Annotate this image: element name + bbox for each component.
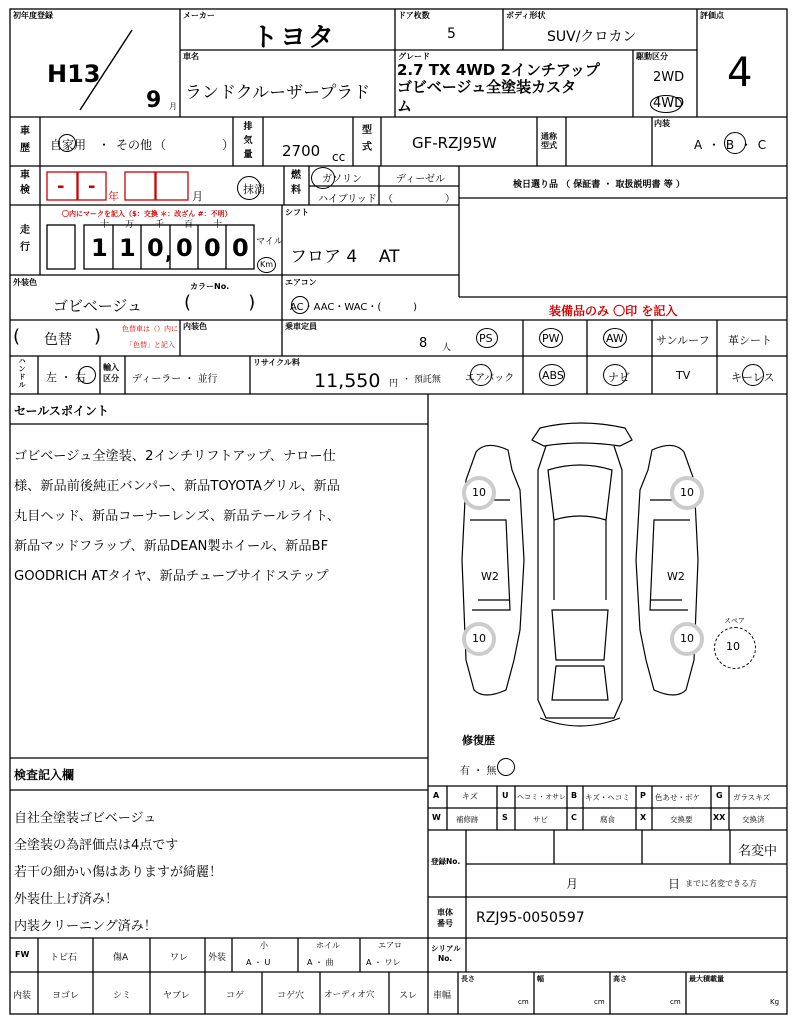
- sales-line-2: 様、新品前後純正バンパー、新品TOYOTAグリル、新品: [14, 479, 340, 494]
- sales-line-3: 丸目ヘッド、新品コーナーレンズ、新品テールライト、: [14, 509, 341, 524]
- recycle-label: リサイクル料: [253, 358, 300, 367]
- equip-ps: PS: [479, 332, 493, 345]
- drive-4wd-circle: [650, 95, 685, 113]
- mileage-unit-3: 千: [155, 220, 165, 230]
- equip-pw: PW: [542, 332, 560, 345]
- equip-pw-circle: [539, 328, 563, 348]
- history-private: 自家用: [50, 138, 87, 152]
- equip-aw-circle: [603, 328, 627, 348]
- mileage-km-unit: Km: [260, 260, 274, 269]
- tire-rear-left: 10: [462, 622, 496, 656]
- legend-xx: XX: [713, 813, 726, 822]
- legend-a: A: [433, 791, 440, 800]
- notes-line-5: 内装クリーニング済み！: [14, 919, 157, 934]
- cert-label: 通称 型式: [541, 132, 557, 150]
- sales-title: セールスポイント: [14, 404, 109, 418]
- mileage-note: 〇内にマークを記入（$：交換 ＊：改ざん #：不明）: [62, 210, 232, 218]
- aero-options: A ・ ワレ: [366, 958, 401, 967]
- trim-line-1: 2.7 TX 4WD 2インチアップ: [397, 61, 600, 79]
- weight-unit: Kg: [770, 998, 780, 1006]
- inner-stain: シミ: [113, 991, 132, 1001]
- shift-label: シフト: [285, 208, 309, 217]
- legend-u-text: ヘコミ・オサレ: [517, 793, 566, 801]
- fuel-other-open: （: [383, 194, 393, 205]
- mileage-mile-unit: マイル: [256, 237, 283, 247]
- mileage-digit-6: 0: [232, 234, 249, 262]
- interior-grade-circle: [724, 132, 746, 154]
- tire-front-right: 10: [670, 476, 704, 510]
- weight-label: 最大積載量: [689, 975, 724, 983]
- fuel-diesel: ディーゼル: [396, 174, 445, 185]
- legend-x-text: 交換要: [670, 815, 693, 824]
- mileage-digit-2: 1: [119, 234, 136, 262]
- grade-value: 4: [727, 50, 753, 96]
- mileage-unit-5: 十: [213, 220, 223, 230]
- history-paren-close: ）: [222, 138, 235, 152]
- inspection-none-circle: [237, 176, 261, 200]
- legend-a-text: キズ: [462, 792, 478, 801]
- legend-s-text: サビ: [533, 815, 548, 824]
- repaint-value: 色替: [44, 332, 72, 348]
- equip-ps-circle: [476, 328, 498, 348]
- interior-grade: A ・ B ・ C: [694, 138, 767, 152]
- legend-g: G: [716, 791, 723, 800]
- first-registration-month: 9: [146, 88, 162, 113]
- sales-line-4: 新品マッドフラップ、新品DEAN製ホイール、新品BF: [14, 539, 329, 554]
- colorno-paren: ( ): [184, 292, 256, 313]
- legend-b: B: [571, 791, 578, 800]
- mileage-comma: ,: [165, 240, 173, 264]
- recycle-unit: 円: [389, 379, 399, 389]
- notes-line-3: 若干の細かい傷はありますが綺麗！: [14, 865, 223, 880]
- equip-navi-circle: [603, 364, 627, 386]
- equip-keyless-circle: [742, 364, 764, 386]
- fuel-label: 燃 料: [291, 170, 301, 196]
- inspection-none: 抹消: [243, 183, 265, 196]
- carname-value: ランドクルーザープラド: [185, 83, 371, 103]
- dims-label: 車幅: [433, 991, 452, 1001]
- legend-p: P: [640, 791, 646, 800]
- drive-label: 駆動区分: [636, 52, 668, 61]
- fuel-gasoline-circle: [311, 167, 335, 189]
- repair-none-circle: [497, 758, 515, 776]
- history-other: その他: [116, 138, 153, 152]
- first-registration-year: H13: [47, 60, 101, 88]
- colorno-label: カラーNo.: [190, 282, 230, 291]
- outer-scratch: 傷A: [113, 953, 129, 963]
- aircon-value: AC・AAC・WAC・( ): [290, 302, 417, 313]
- exterior-color-label: 外装色: [13, 278, 37, 287]
- equip-navi: ナビ: [608, 371, 630, 384]
- legend-xx-text: 交換済: [742, 815, 765, 824]
- wheel-label: ホイル: [316, 941, 340, 950]
- repair-options: 有 ・ 無: [460, 766, 497, 777]
- length-label: 長さ: [461, 975, 475, 983]
- mileage-label: 走 行: [20, 225, 30, 253]
- notes-title: 検査記入欄: [14, 768, 75, 782]
- exterior-color-value: ゴビベージュ: [53, 297, 143, 315]
- name-change: 名変中: [738, 844, 778, 859]
- repair-label: 修復歴: [462, 734, 495, 747]
- mileage-digit-5: 0: [204, 234, 221, 262]
- legend-c: C: [571, 813, 577, 822]
- equipment-title: 装備品のみ 〇印 を記入: [549, 304, 678, 318]
- legend-b-text: キズ・ヘコミ: [585, 793, 630, 802]
- handle-right-circle: [78, 366, 96, 384]
- capacity-value: 8: [419, 336, 428, 351]
- history-dot: ・: [98, 138, 111, 152]
- fuel-hybrid: ハイブリッド: [318, 194, 377, 205]
- import-value: ディーラー ・ 並行: [132, 374, 218, 385]
- notes-line-1: 自社全塗装ゴビベージュ: [14, 811, 157, 826]
- interior-row-label: 内装: [13, 991, 32, 1001]
- outer-stone: トビ石: [50, 953, 78, 963]
- legend-p-text: 色あせ・ボケ: [655, 793, 700, 802]
- vin-value: RZJ95-0050597: [476, 910, 585, 926]
- registration-deadline: までに名変できる方: [685, 879, 757, 888]
- outer-crack: ワレ: [170, 953, 189, 963]
- trim-line-2: ゴビベージュ全塗装カスタ: [397, 78, 577, 96]
- repaint-note-1: 色替車は（）内に: [122, 325, 178, 333]
- equip-sunroof: サンルーフ: [656, 334, 710, 347]
- displacement-unit: cc: [332, 150, 346, 164]
- width-unit: cm: [594, 998, 605, 1006]
- inner-dirt: ヨゴレ: [52, 991, 80, 1001]
- legend-g-text: ガラスキズ: [733, 793, 771, 802]
- notes-line-4: 外装仕上げ済み！: [14, 892, 119, 907]
- doors-value: 5: [447, 26, 456, 42]
- inspection-year-unit: 年: [108, 190, 119, 203]
- spare-value: 10: [726, 640, 740, 653]
- height-label: 高さ: [613, 975, 627, 983]
- fw-label: FW: [15, 950, 30, 959]
- month-unit: 月: [169, 102, 177, 111]
- import-label: 輸入 区分: [103, 363, 119, 383]
- mileage-unit-4: 百: [184, 220, 194, 230]
- inner-audio-hole: オーディオ穴: [324, 990, 375, 1000]
- recycle-deposit: ・ 預託無: [402, 375, 441, 385]
- registration-month: 月: [566, 877, 579, 891]
- interior-label: 内装: [654, 119, 670, 128]
- equip-abs-circle: [539, 364, 565, 386]
- aircon-ac-circle: [291, 296, 309, 314]
- exterior-label: 外装: [208, 953, 227, 963]
- legend-w: W: [432, 813, 441, 822]
- width-label: 幅: [537, 975, 544, 983]
- inspection-month-unit: 月: [192, 190, 203, 203]
- body-label: ボディ形状: [506, 11, 546, 20]
- trim-line-3: ム: [397, 97, 413, 115]
- vin-label: 車体 番号: [437, 908, 453, 928]
- capacity-unit: 人: [442, 343, 452, 353]
- first-registration-label: 初年度登録: [13, 11, 53, 20]
- drive-2wd: 2WD: [653, 70, 685, 85]
- maker-value: トヨタ: [252, 23, 337, 53]
- sales-line-1: ゴビベージュ全塗装、2インチリフトアップ、ナロー仕: [14, 449, 336, 464]
- equip-tv: TV: [676, 369, 691, 382]
- inner-wear: スレ: [399, 991, 418, 1001]
- mileage-km-circle: [257, 257, 276, 273]
- handle-value: 左 ・ 右: [46, 371, 86, 384]
- model-label: 型 式: [362, 125, 372, 153]
- doors-label: ドア枚数: [398, 11, 430, 20]
- shift-value: フロア 4 AT: [290, 247, 400, 267]
- inspection-label: 車 検: [20, 170, 30, 196]
- inner-tear: ヤブレ: [163, 991, 190, 1001]
- displacement-label: 排 気 量: [243, 122, 253, 160]
- legend-u: U: [502, 791, 509, 800]
- wheel-options: A ・ 曲: [307, 958, 334, 967]
- equip-keyless: キーレス: [731, 371, 775, 384]
- inner-burn-hole: コゲ穴: [277, 991, 305, 1001]
- legend-s: S: [502, 813, 508, 822]
- inspection-dash-2: -: [88, 176, 96, 197]
- fuel-other-close: ）: [445, 194, 455, 205]
- drive-4wd: 4WD: [653, 96, 685, 111]
- height-unit: cm: [670, 998, 681, 1006]
- maker-label: メーカー: [183, 11, 215, 20]
- history-private-circle: [58, 134, 76, 152]
- equip-leather: 革シート: [728, 334, 772, 347]
- mileage-unit-2: 万: [125, 220, 135, 230]
- aero-label: エアロ: [378, 941, 402, 950]
- equip-airbag: エアバック: [465, 373, 515, 384]
- inner-burn: コゲ: [226, 991, 245, 1001]
- inspection-dash-1: -: [57, 176, 65, 197]
- serial-label: シリアル No.: [431, 944, 461, 963]
- interior-color-label: 内装色: [183, 322, 207, 331]
- equip-airbag-circle: [470, 364, 492, 386]
- mileage-digit-4: 0: [176, 234, 193, 262]
- tire-rear-right: 10: [670, 622, 704, 656]
- registration-label: 登録No.: [431, 857, 461, 866]
- legend-x: X: [640, 813, 647, 822]
- length-unit: cm: [518, 998, 529, 1006]
- legend-c-text: 腐食: [600, 815, 615, 824]
- damage-w2-left: W2: [481, 570, 499, 583]
- small-label: 小: [260, 941, 268, 950]
- mileage-digit-3: 0: [147, 234, 164, 262]
- trim-label: グレード: [398, 52, 430, 61]
- mileage-digit-1: 1: [91, 234, 108, 262]
- repaint-open: (: [13, 326, 21, 347]
- history-label: 車 歴: [20, 126, 30, 154]
- legend-w-text: 補修跡: [456, 815, 479, 824]
- repaint-close: ): [94, 326, 102, 347]
- small-options: A ・ U: [246, 958, 271, 967]
- capacity-label: 乗車定員: [285, 322, 317, 331]
- registration-day: 日: [668, 877, 681, 891]
- history-paren-open: （: [154, 138, 167, 152]
- body-value: SUV/クロカン: [547, 29, 637, 45]
- handle-label: ハ ン ド ル: [18, 357, 26, 389]
- equip-aw: AW: [606, 332, 624, 345]
- tire-front-left: 10: [462, 476, 496, 510]
- model-value: GF-RZJ95W: [412, 134, 497, 152]
- repaint-note-2: 「色替」と記入: [126, 341, 175, 349]
- grade-label: 評価点: [700, 11, 724, 20]
- aircon-label: エアコン: [285, 278, 317, 287]
- displacement-value: 2700: [282, 142, 321, 160]
- notes-line-2: 全塗装の為評価点は4点です: [14, 838, 179, 853]
- docs-label: 検日選り品 （ 保証書 ・ 取扱説明書 等 ）: [513, 180, 685, 190]
- recycle-value: 11,550: [314, 370, 381, 392]
- equip-abs: ABS: [542, 369, 564, 382]
- sales-line-5: GOODRICH ATタイヤ、新品チューブサイドステップ: [14, 569, 329, 584]
- mileage-unit-1: 十: [100, 220, 110, 230]
- damage-w2-right: W2: [667, 570, 685, 583]
- fuel-gasoline: ガソリン: [322, 174, 362, 185]
- carname-label: 車名: [183, 52, 199, 61]
- spare-label: スペア: [724, 617, 745, 625]
